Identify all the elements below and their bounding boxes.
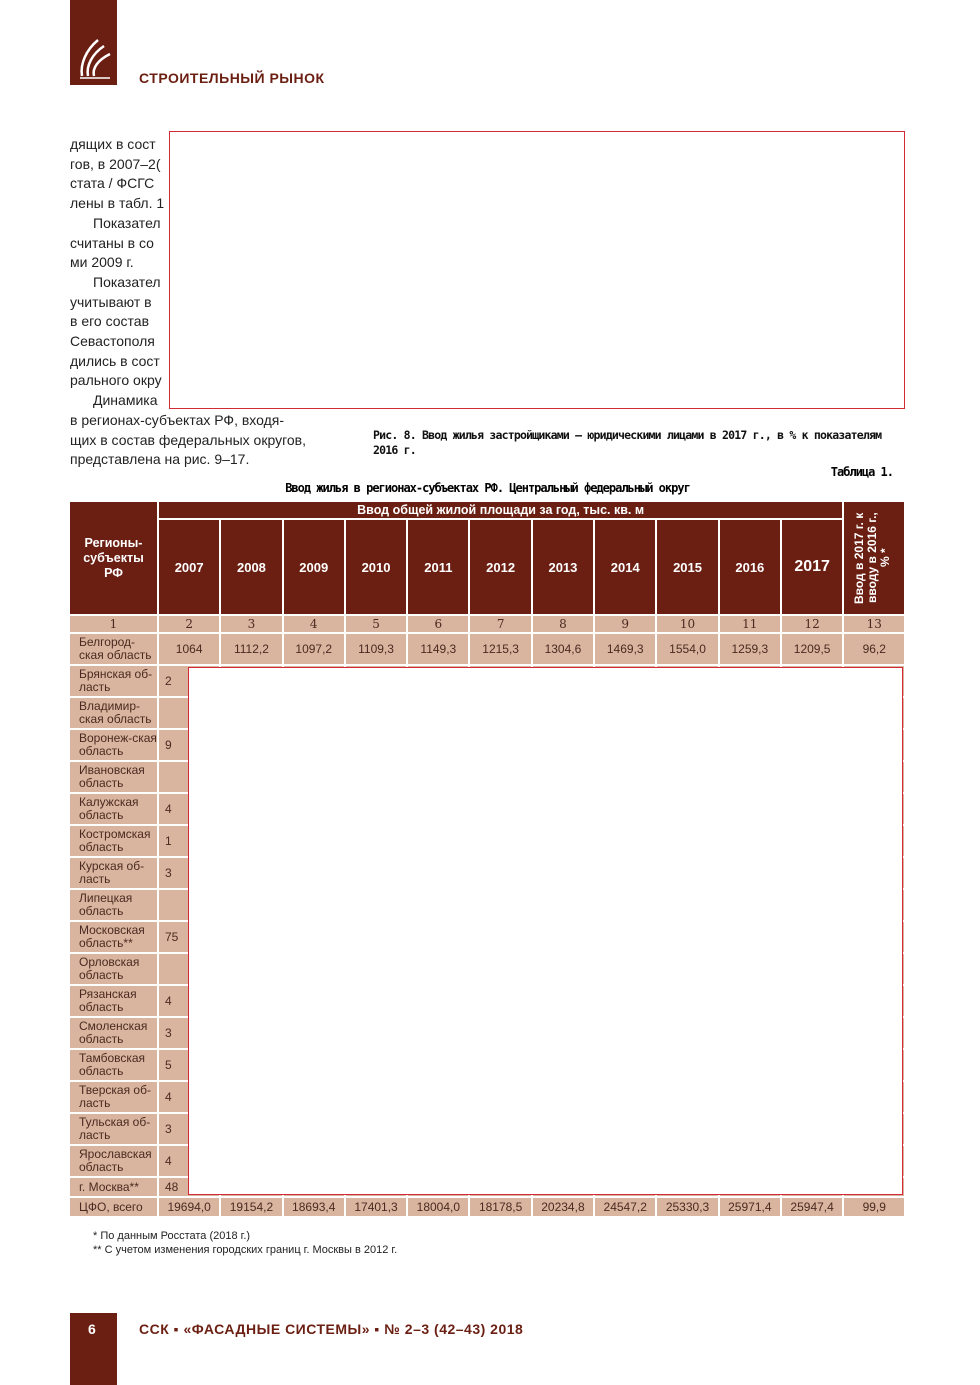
value-cell: 99,9 [844, 1198, 904, 1216]
column-index: 4 [284, 616, 344, 632]
year-header: 2014 [595, 520, 655, 614]
value-cell: 1149,3 [408, 634, 468, 664]
body-line: ми 2009 г. [70, 254, 134, 271]
column-index: 6 [408, 616, 468, 632]
redaction-box-table [188, 667, 903, 1195]
body-line: Показател [93, 214, 161, 231]
body-line: считаны в со [70, 234, 154, 251]
year-header: 2017 [782, 520, 842, 614]
region-cell: Костромская область [70, 826, 157, 856]
value-cell: 25330,3 [657, 1198, 717, 1216]
region-cell: Брянская об-ласть [70, 666, 157, 696]
region-cell: Калужская область [70, 794, 157, 824]
section-title: СТРОИТЕЛЬНЫЙ РЫНОК [139, 70, 325, 86]
column-index: 2 [159, 616, 219, 632]
value-cell: 1304,6 [533, 634, 593, 664]
value-cell: 1554,0 [657, 634, 717, 664]
region-cell: Московская область** [70, 922, 157, 952]
column-index: 10 [657, 616, 717, 632]
value-cell: 1259,3 [720, 634, 780, 664]
table-title: Ввод жилья в регионах-субъектах РФ. Центральный федеральный округ [285, 481, 690, 495]
value-cell: 19154,2 [221, 1198, 281, 1216]
table-number: Таблица 1. [830, 465, 893, 479]
region-cell: Белгород-ская область [70, 634, 157, 664]
column-index: 11 [720, 616, 780, 632]
magazine-logo-icon [76, 36, 112, 80]
body-line: гов, в 2007–2( [70, 155, 161, 172]
table-row [70, 1198, 904, 1216]
region-cell: Рязанская область [70, 986, 157, 1016]
year-header: 2011 [408, 520, 468, 614]
value-cell: 4 [159, 1146, 219, 1176]
redaction-box-figure [169, 131, 905, 409]
value-cell: 48 [159, 1178, 219, 1196]
column-index: 3 [221, 616, 281, 632]
region-cell: г. Москва** [70, 1178, 157, 1196]
value-cell: 20234,8 [533, 1198, 593, 1216]
value-cell: 17401,3 [346, 1198, 406, 1216]
value-cell: 25971,4 [720, 1198, 780, 1216]
value-cell: 1112,2 [221, 634, 281, 664]
column-index: 9 [595, 616, 655, 632]
year-header: 2010 [346, 520, 406, 614]
value-cell: 24547,2 [595, 1198, 655, 1216]
value-cell: 18178,5 [470, 1198, 530, 1216]
body-line: дились в сост [70, 352, 160, 369]
value-cell: 18004,0 [408, 1198, 468, 1216]
ratio-header: Ввод в 2017 г. к вводу в 2016 г., % * [844, 502, 904, 614]
body-line: стата / ФСГС [70, 175, 155, 192]
year-header: 2013 [533, 520, 593, 614]
value-cell: 1209,5 [782, 634, 842, 664]
region-header: Регионы-субъекты РФ [70, 502, 157, 614]
region-cell: Тульская об-ласть [70, 1114, 157, 1144]
footnote: ** С учетом изменения городских границ г. Москвы в 2012 г. [93, 1244, 398, 1256]
value-cell: 3 [159, 1114, 219, 1144]
year-header: 2007 [159, 520, 219, 614]
value-cell: 25947,4 [782, 1198, 842, 1216]
region-cell: ЦФО, всего [70, 1198, 157, 1216]
value-cell: 5 [159, 1050, 219, 1080]
region-cell: Владимир-ская область [70, 698, 157, 728]
value-cell: 1097,2 [284, 634, 344, 664]
body-line: лены в табл. 1 [70, 195, 165, 212]
body-line: представлена на рис. 9–17. [70, 451, 250, 468]
value-cell: 1469,3 [595, 634, 655, 664]
region-cell: Липецкая область [70, 890, 157, 920]
body-line: Показател [93, 273, 161, 290]
value-cell: 1109,3 [346, 634, 406, 664]
column-index: 1 [70, 616, 157, 632]
value-cell: 4 [159, 794, 219, 824]
region-cell: Смоленская область [70, 1018, 157, 1048]
region-cell: Ярославская область [70, 1146, 157, 1176]
page-number: 6 [88, 1321, 96, 1337]
value-cell: 1064 [159, 634, 219, 664]
column-index: 8 [533, 616, 593, 632]
column-index: 7 [470, 616, 530, 632]
body-line: Севастополя [70, 333, 155, 350]
region-cell: Тамбовская область [70, 1050, 157, 1080]
value-cell: 3 [159, 858, 219, 888]
value-cell: 75 [159, 922, 219, 952]
body-line: Динамика [93, 392, 158, 409]
value-cell: 9 [159, 730, 219, 760]
value-cell: 1 [159, 826, 219, 856]
footer-text: ССК ▪ «ФАСАДНЫЕ СИСТЕМЫ» ▪ № 2–3 (42–43) 2018 [139, 1321, 524, 1337]
year-header: 2016 [720, 520, 780, 614]
year-header: 2012 [470, 520, 530, 614]
region-cell: Ивановская область [70, 762, 157, 792]
body-line: в его состав [70, 313, 150, 330]
value-cell: 4 [159, 986, 219, 1016]
value-cell: 1215,3 [470, 634, 530, 664]
year-header: 2015 [657, 520, 717, 614]
value-cell: 4 [159, 1082, 219, 1112]
table-row [70, 634, 904, 664]
group-header: Ввод общей жилой площади за год, тыс. кв. м [159, 502, 842, 518]
region-cell: Курская об-ласть [70, 858, 157, 888]
body-line: дящих в сост [70, 136, 156, 152]
body-line: рального окру [70, 372, 162, 389]
value-cell: 19694,0 [159, 1198, 219, 1216]
footnotes [93, 1229, 397, 1257]
value-cell: 18693,4 [284, 1198, 344, 1216]
value-cell: 3 [159, 1018, 219, 1048]
year-header: 2009 [284, 520, 344, 614]
value-cell: 2 [159, 666, 219, 696]
column-index: 13 [844, 616, 904, 632]
region-cell: Тверская об-ласть [70, 1082, 157, 1112]
body-line: в регионах-субъектах РФ, входя- [70, 411, 285, 428]
column-index: 5 [346, 616, 406, 632]
body-line: щих в состав федеральных округов, [70, 431, 306, 448]
year-header: 2008 [221, 520, 281, 614]
body-line: учитывают в [70, 293, 152, 310]
figure-caption: Рис. 8. Ввод жилья застройщиками – юридическими лицами в 2017 г., в % к показателям 2016 г. [373, 428, 882, 457]
value-cell: 96,2 [844, 634, 904, 664]
footnote: * По данным Росстата (2018 г.) [93, 1230, 251, 1242]
region-cell: Воронеж-ская область [70, 730, 157, 760]
region-cell: Орловская область [70, 954, 157, 984]
column-index: 12 [782, 616, 842, 632]
